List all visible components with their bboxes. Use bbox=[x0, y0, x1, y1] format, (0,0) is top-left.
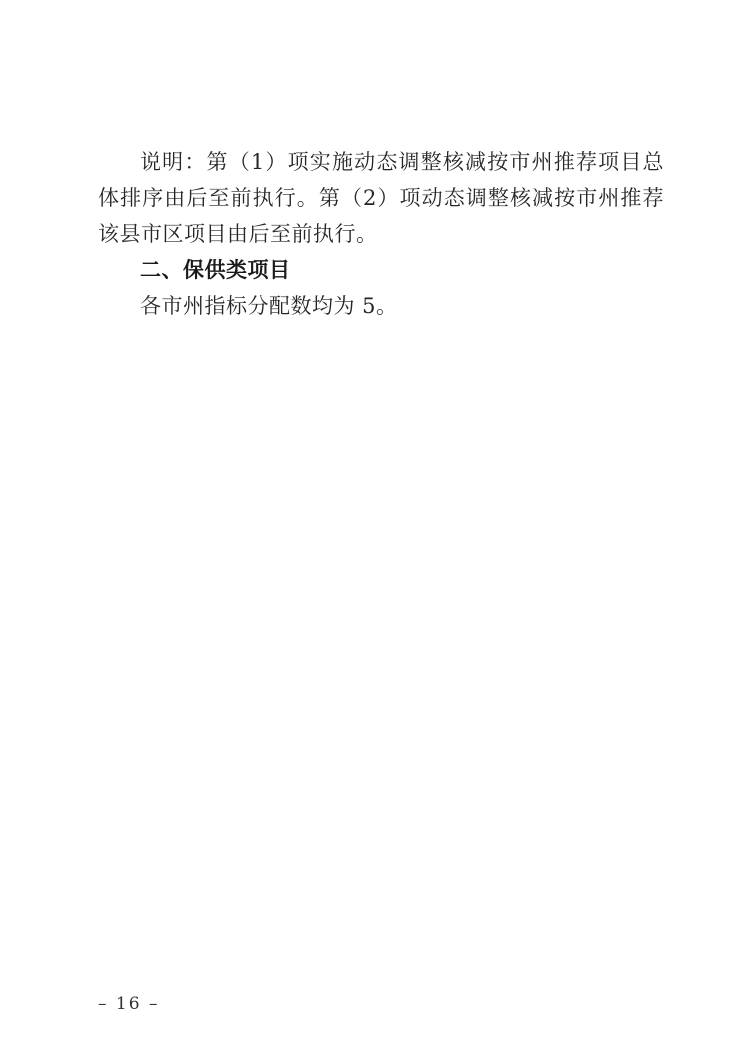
document-content bbox=[98, 144, 664, 324]
body-paragraph: 各市州指标分配数均为 5。 bbox=[140, 294, 398, 318]
note-paragraph: 说明：第（1）项实施动态调整核减按市州推荐项目总体排序由后至前执行。第（2）项动态调整核减按市州推荐该县市区项目由后至前执行。 bbox=[98, 150, 664, 246]
page-number: – 16 – bbox=[98, 994, 160, 1014]
section-heading: 二、保供类项目 bbox=[140, 258, 291, 282]
